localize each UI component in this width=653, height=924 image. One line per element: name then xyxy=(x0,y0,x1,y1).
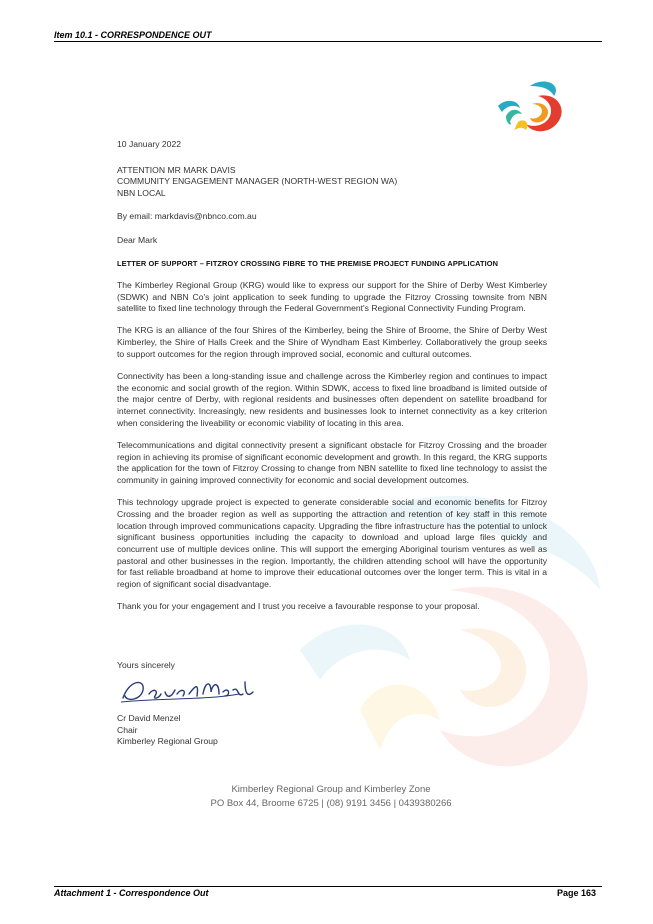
footer-org-name: Kimberley Regional Group and Kimberley Zone xyxy=(231,784,431,795)
signer-name: Cr David Menzel xyxy=(117,713,181,723)
signer-org: Kimberley Regional Group xyxy=(117,736,218,747)
signer-title: Chair xyxy=(117,724,138,735)
footer-contact: PO Box 44, Broome 6725 | (08) 9191 3456 | 0439380266 xyxy=(210,797,452,809)
page-number: Page 163 xyxy=(556,888,596,898)
recipient-email: By email: markdavis@nbnco.com.au xyxy=(117,211,257,222)
letter-subject: LETTER OF SUPPORT – FITZROY CROSSING FIBRE TO THE PREMISE PROJECT FUNDING APPLICATION xyxy=(117,258,499,268)
letterhead-footer xyxy=(196,783,466,811)
body-paragraph: Connectivity has been a long-standing issue and challenge across the Kimberley region and continues to impact the economic and social growth of the region. Within SDWK, access to fixed line broadband is limited outside of the major centre of Derby, with regional residents and businesses often dependent on satellite broadband for internet connectivity. Increasingly, new residents and businesses look to internet connectivity as a key criterion when considering the liveability or economic viability of locating in this area. xyxy=(117,371,547,428)
recipient-line: ATTENTION MR MARK DAVIS xyxy=(117,164,236,175)
letter-body xyxy=(117,139,547,623)
signer-block xyxy=(117,713,417,748)
item-header: Item 10.1 - CORRESPONDENCE OUT xyxy=(54,30,602,42)
page-footer xyxy=(54,886,602,898)
body-paragraph: This technology upgrade project is expected to generate considerable social and economic benefits for Fitzroy Crossing and the broader region as well as supporting the attraction and retention of key staff in this remote location through improved communications capacity. Upgrading the fibre infrastructure has the potential to unlock significant business opportunities including the capacity to download and upload large files quickly and concurrent use of multiple devices online. This will support the emerging Aboriginal tourism ventures as well as pastoral and other businesses in the region. Importantly, the children attending school will have the opportunity for fast reliable broadband at home to improve their educational outcomes over the longer term. This is vital in a region of significant social disadvantage. xyxy=(117,497,547,590)
attachment-label: Attachment 1 - Correspondence Out xyxy=(54,888,209,898)
recipient-line: COMMUNITY ENGAGEMENT MANAGER (NORTH-WEST REGION WA) xyxy=(117,176,398,187)
signoff: Yours sincerely xyxy=(117,660,175,670)
letter-date: 10 January 2022 xyxy=(117,139,182,149)
body-paragraph: The KRG is an alliance of the four Shires of the Kimberley, being the Shire of Broome, the Shire of Derby West Kimberley, the Shire of Halls Creek and the Shire of Wyndham East Kimberley. Collaboratively the group seeks to support outcomes for the region through improved social, economic and cultural outcomes. xyxy=(117,325,547,359)
salutation: Dear Mark xyxy=(117,235,158,246)
krg-logo-icon xyxy=(496,78,568,138)
recipient-line: NBN LOCAL xyxy=(117,187,166,198)
body-paragraph: Thank you for your engagement and I trust you receive a favourable response to your proposal. xyxy=(117,601,480,612)
body-paragraph: The Kimberley Regional Group (KRG) would like to express our support for the Shire of Derby West Kimberley (SDWK) and NBN Co's joint application to seek funding to upgrade the Fitzroy Crossing townsite from NBN satellite to fixed line technology through the Federal Government's Regional Connectivity Funding Program. xyxy=(117,279,547,314)
body-paragraph: Telecommunications and digital connectivity present a significant obstacle for Fitzroy Crossing and the broader region in achieving its promise of significant economic development and growth. In this regard, the KRG supports the application for the town of Fitzroy Crossing to change from NBN satellite to fixed line technology to assist the community in gaining improved connectivity for economic and social development outcomes. xyxy=(117,439,547,486)
recipient-address xyxy=(117,165,547,200)
handwritten-signature xyxy=(119,672,259,706)
